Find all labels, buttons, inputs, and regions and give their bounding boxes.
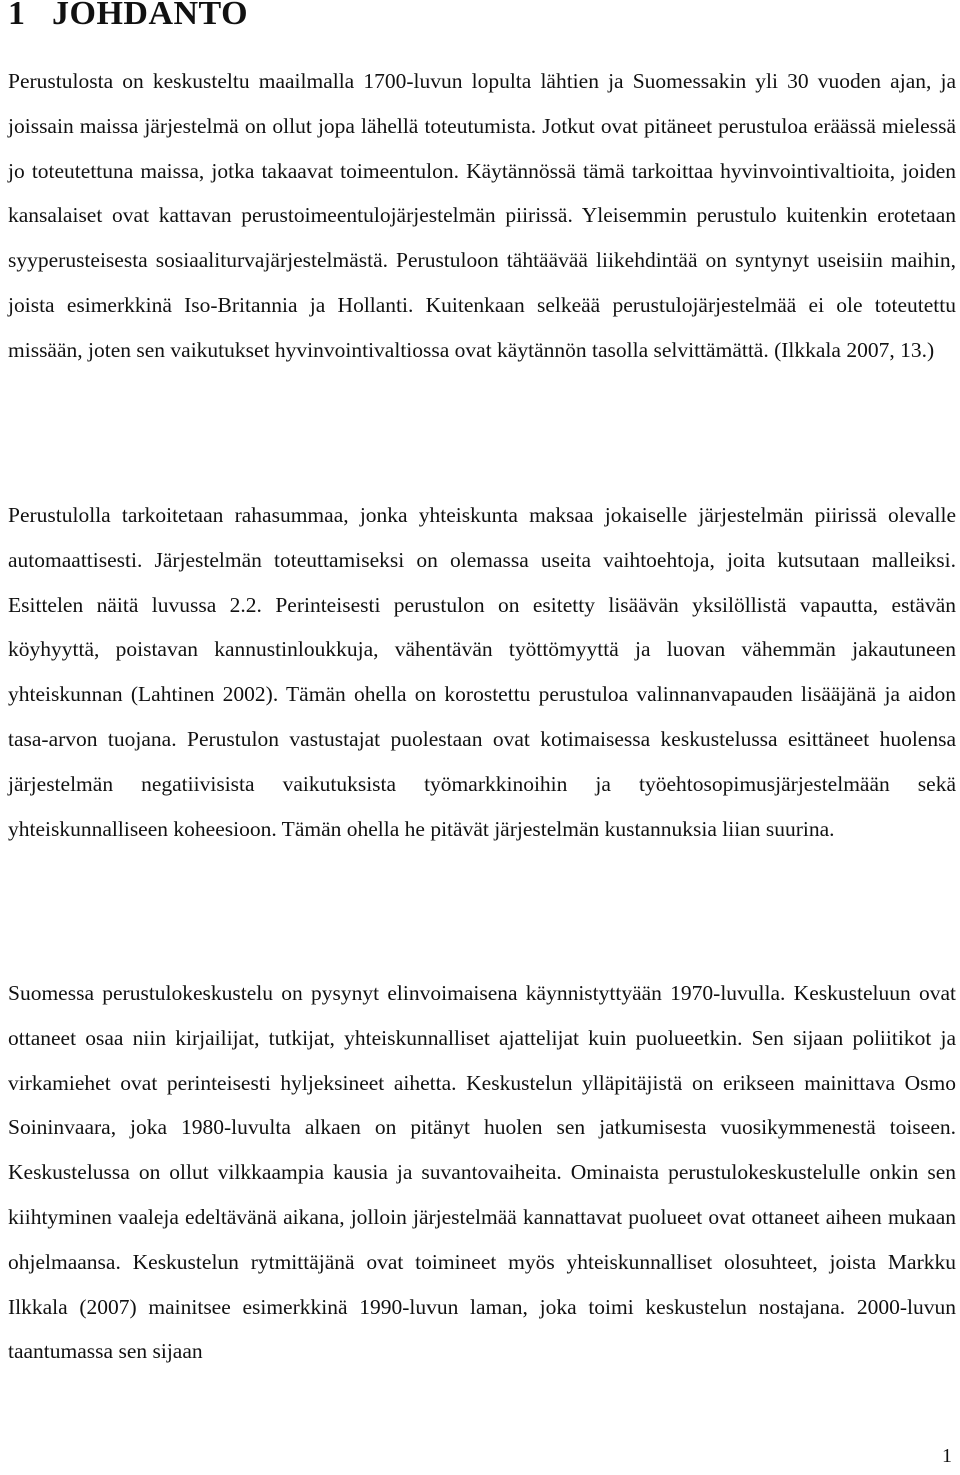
paragraph-finland-debate: Suomessa perustulokeskustelu on pysynyt elinvoimaisena käynnistyttyään 1970-luvulla. Keskusteluun ovat ottaneet osaa niin kirjailijat, tutkijat, yhteiskunnalliset ajattelijat kuin puolueetkin. Sen sijaan poliitikot ja virkamiehet ovat perinteisesti hyljeksineet aihetta. Keskustelun ylläpitäjistä on erikseen mainittava Osmo Soininvaara, joka 1980-luvulta alkaen on pitänyt huolen sen jatkumisesta vuosikymmenestä toiseen. Keskustelussa on ollut vilkkaampia kausia ja suvantovaiheita. Ominaista perustulokeskustelulle onkin sen kiihtyminen vaaleja edeltävänä aikana, jolloin järjestelmää kannattavat puolueet ovat ottaneet aiheen mukaan ohjelmaansa. Keskustelun rytmittäjänä ovat toimineet myös yhteiskunnalliset olosuhteet, joista Markku Ilkkala (2007) mainitsee esimerkkinä 1990-luvun laman, joka toimi keskustelun nostajana. 2000-luvun taantumassa sen sijaan	[8, 981, 956, 1364]
page-number: 1	[942, 1445, 952, 1467]
chapter-heading	[8, 0, 248, 34]
paragraph-definition: Perustulolla tarkoitetaan rahasummaa, jonka yhteiskunta maksaa jokaiselle järjestelmän piirissä olevalle automaattisesti. Järjestelmän toteuttamiseksi on olemassa useita vaihtoehtoja, joita kutsutaan malleiksi. Esittelen näitä luvussa 2.2. Perinteisesti perustulon on esitetty lisäävän yksilöllistä vapautta, estävän köyhyyttä, poistavan kannustinloukkuja, vähentävän työttömyyttä ja luovan vähemmän jakautuneen yhteiskunnan (Lahtinen 2002). Tämän ohella on korostettu perustuloa valinnanvapauden lisääjänä ja aidon tasa-arvon tuojana. Perustulon vastustajat puolestaan ovat kotimaisessa keskustelussa esittäneet huolensa järjestelmän negatiivisista vaikutuksista työmarkkinoihin ja työehtosopimusjärjestelmään sekä yhteiskunnalliseen koheesioon. Tämän ohella he pitävät järjestelmän kustannuksia liian suurina.	[8, 503, 956, 841]
chapter-number: 1	[8, 0, 26, 32]
paragraph-intro: Perustulosta on keskusteltu maailmalla 1700-luvun lopulta lähtien ja Suomessakin yli 30 vuoden ajan, ja joissain maissa järjestelmä on ollut jopa lähellä toteutumista. Jotkut ovat pitäneet perustuloa eräässä mielessä jo toteutettuna maissa, jotka takaavat toimeentulon. Käytännössä tämä tarkoittaa hyvinvointivaltioita, joiden kansalaiset ovat kattavan perustoimeentulojärjestelmän piirissä. Yleisemmin perustulo kuitenkin erotetaan syyperusteisesta sosiaaliturvajärjestelmästä. Perustuloon tähtäävää liikehdintää on syntynyt useisiin maihin, joista esimerkkinä Iso-Britannia ja Hollanti. Kuitenkaan selkeää perustulojärjestelmää ei ole toteutettu missään, joten sen vaikutukset hyvinvointivaltiossa ovat käytännön tasolla selvittämättä. (Ilkkala 2007, 13.)	[8, 69, 956, 362]
chapter-title: JOHDANTO	[52, 0, 249, 32]
